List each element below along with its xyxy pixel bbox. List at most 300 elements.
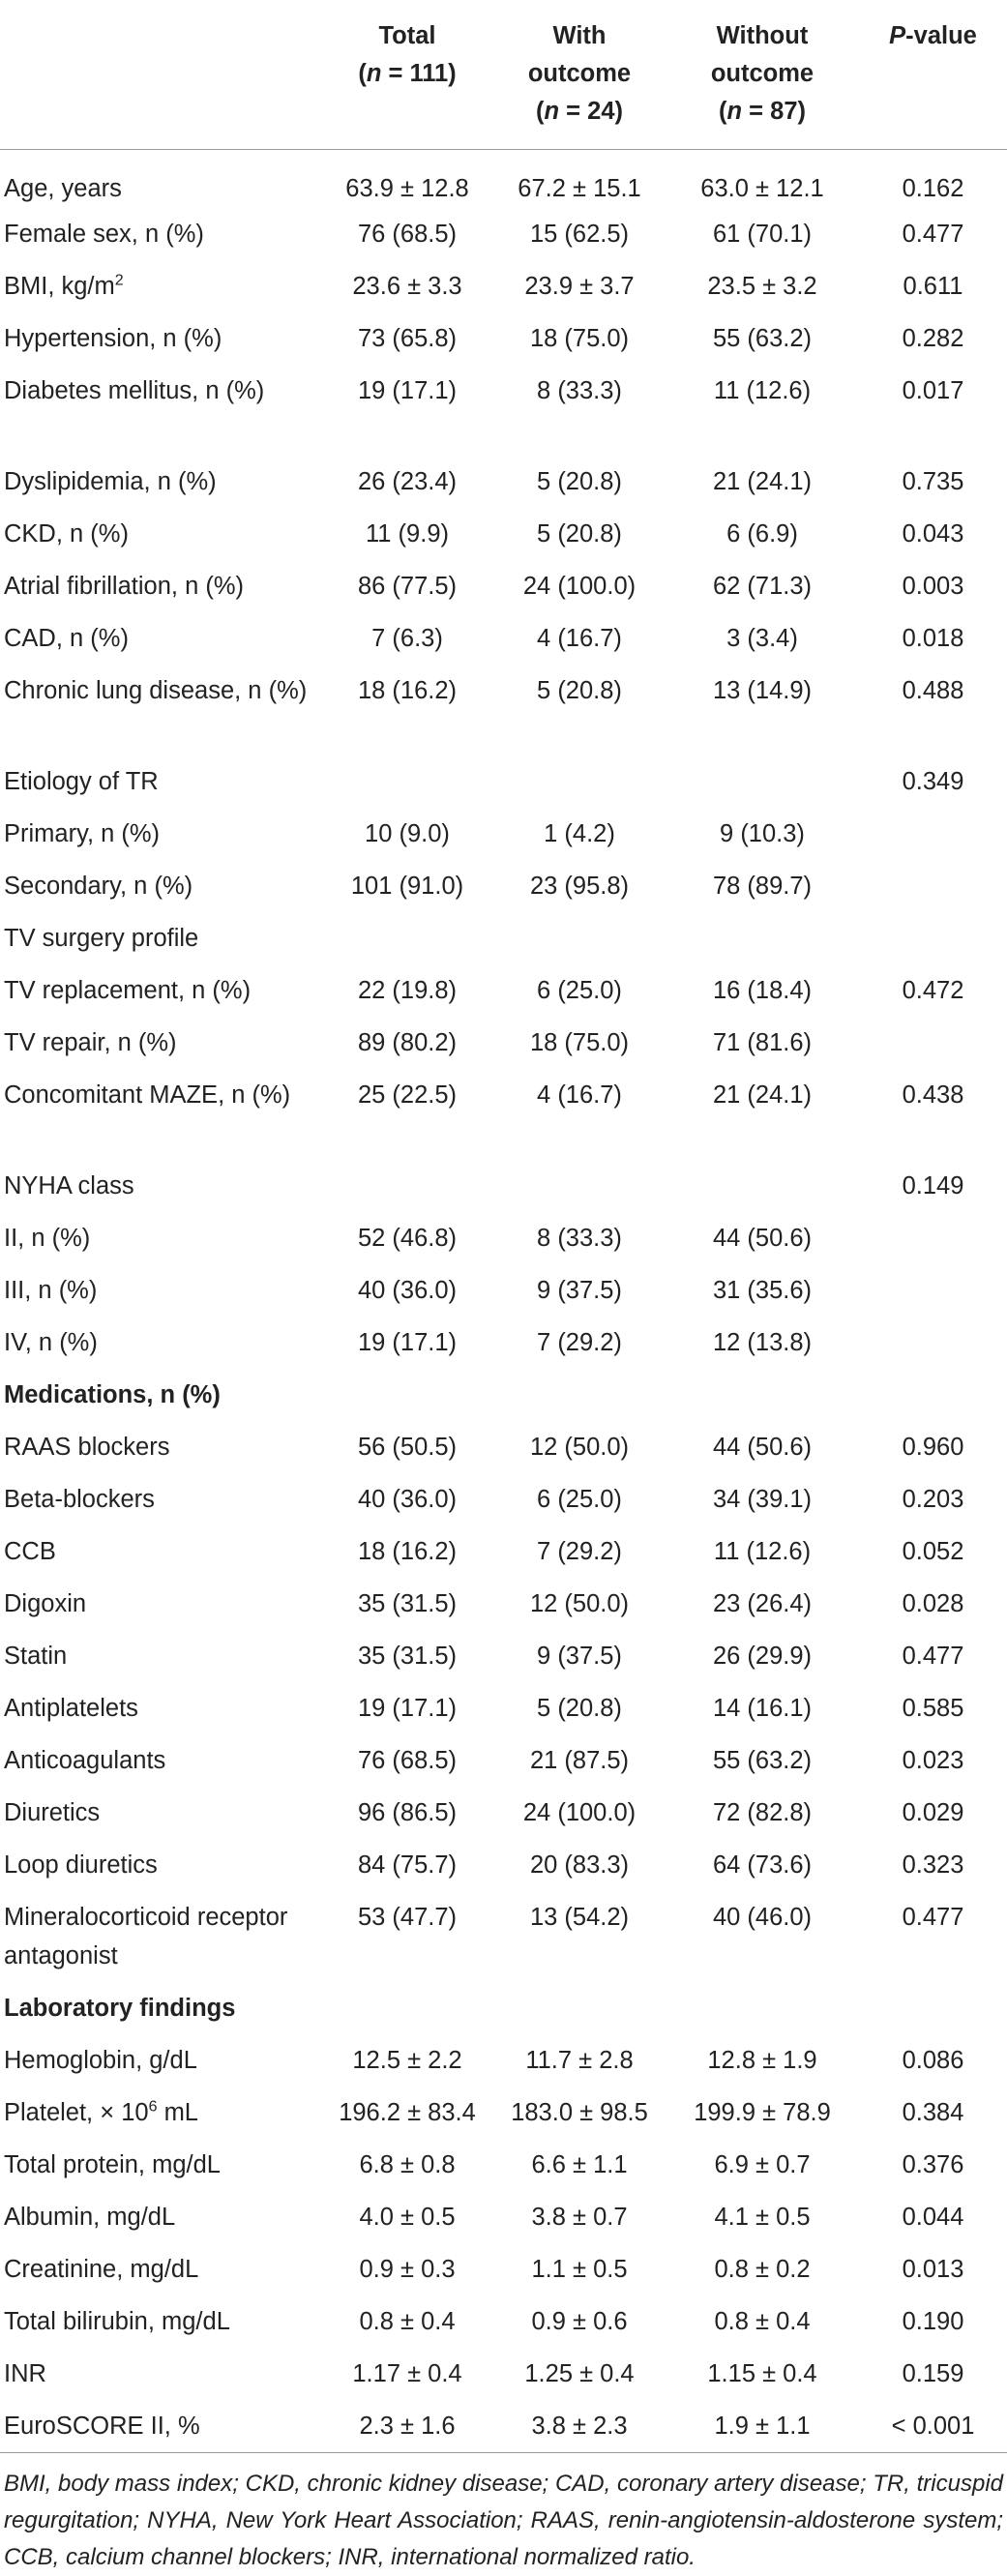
cell-total: 35 (31.5) — [357, 1642, 458, 1670]
cell-pvalue: 0.023 — [902, 1746, 964, 1774]
row-label-text: Platelet, × 10 — [4, 2098, 149, 2126]
cell-with-outcome: 4 (16.7) — [537, 1081, 622, 1109]
row-label-text: Concomitant MAZE, n (%) — [4, 1081, 291, 1109]
cell-with-outcome: 1 (4.2) — [544, 819, 615, 847]
cell-total: 86 (77.5) — [357, 572, 458, 600]
table-row — [0, 1017, 1007, 1069]
table-row — [0, 1578, 1007, 1630]
row-label — [0, 2295, 321, 2348]
cell-total: 19 (17.1) — [357, 1328, 458, 1356]
cell-total: 0.9 ± 0.3 — [359, 2255, 456, 2283]
cell-with-outcome: 5 (20.8) — [537, 1694, 622, 1722]
cell-pvalue: 0.028 — [902, 1589, 964, 1617]
cell-without-outcome: 61 (70.1) — [712, 220, 813, 248]
row-label — [0, 860, 321, 912]
row-label-text: III, n (%) — [4, 1276, 98, 1304]
table-row — [0, 1982, 1007, 2034]
row-label-text: Hemoglobin, g/dL — [4, 2046, 197, 2074]
cell-pvalue: 0.376 — [902, 2150, 964, 2178]
row-label-text: Chronic lung disease, n (%) — [4, 676, 308, 704]
table-header — [0, 8, 1007, 150]
row-label — [0, 2139, 321, 2191]
cell-total: 96 (86.5) — [357, 1798, 458, 1826]
cell-with-outcome: 9 (37.5) — [537, 1276, 622, 1304]
table-body — [0, 150, 1007, 2453]
table-row — [0, 1264, 1007, 1317]
row-label — [0, 1578, 321, 1630]
table-row — [0, 260, 1007, 312]
table-row — [0, 312, 1007, 365]
row-label — [0, 1069, 321, 1160]
cell-total: 89 (80.2) — [357, 1028, 458, 1056]
cell-without-outcome: 21 (24.1) — [712, 467, 813, 495]
cell-total: 56 (50.5) — [357, 1433, 458, 1461]
header-without-n-symbol: n — [726, 98, 743, 125]
row-label-text: IV, n (%) — [4, 1328, 98, 1356]
cell-without-outcome — [666, 1160, 859, 1212]
header-pvalue — [859, 8, 1007, 149]
table-row — [0, 665, 1007, 755]
row-label — [0, 2191, 321, 2243]
cell-pvalue: 0.162 — [902, 174, 964, 202]
row-label — [0, 1473, 321, 1525]
cell-pvalue: 0.052 — [902, 1537, 964, 1565]
cell-pvalue: 0.477 — [902, 1642, 964, 1670]
cell-without-outcome: 1.9 ± 1.1 — [714, 2412, 811, 2440]
cell-without-outcome: 26 (29.9) — [712, 1642, 813, 1670]
table-row — [0, 1630, 1007, 1682]
cell-with-outcome: 3.8 ± 0.7 — [531, 2203, 628, 2231]
cell-total — [321, 1160, 493, 1212]
cell-without-outcome: 16 (18.4) — [712, 976, 813, 1004]
cell-pvalue: 0.149 — [902, 1171, 964, 1199]
cell-pvalue: 0.477 — [902, 220, 964, 248]
table-row — [0, 2348, 1007, 2400]
cell-total: 25 (22.5) — [357, 1081, 458, 1109]
row-label — [0, 1160, 321, 1212]
cell-pvalue — [859, 808, 1007, 860]
cell-total: 11 (9.9) — [366, 519, 449, 548]
cell-with-outcome: 4 (16.7) — [537, 624, 622, 652]
cell-without-outcome — [666, 912, 859, 964]
row-label-text: Female sex, n (%) — [4, 220, 204, 248]
cell-without-outcome: 11 (12.6) — [713, 376, 812, 404]
cell-with-outcome: 1.25 ± 0.4 — [524, 2359, 635, 2387]
cell-pvalue — [859, 912, 1007, 964]
cell-total — [321, 1369, 493, 1421]
cell-without-outcome: 23.5 ± 3.2 — [707, 272, 817, 300]
cell-pvalue: 0.017 — [902, 376, 964, 404]
row-label-text: Total bilirubin, mg/dL — [4, 2307, 230, 2335]
cell-without-outcome: 6 (6.9) — [726, 519, 798, 548]
cell-total: 0.8 ± 0.4 — [359, 2307, 456, 2335]
cell-without-outcome: 72 (82.8) — [712, 1798, 813, 1826]
cell-with-outcome: 67.2 ± 15.1 — [518, 174, 641, 202]
row-label — [0, 1630, 321, 1682]
cell-pvalue: 0.086 — [902, 2046, 964, 2074]
cell-without-outcome: 199.9 ± 78.9 — [694, 2098, 831, 2126]
row-label — [0, 1682, 321, 1734]
row-label-text: Loop diuretics — [4, 1851, 158, 1879]
row-label — [0, 508, 321, 560]
cell-with-outcome: 24 (100.0) — [522, 1798, 637, 1826]
row-label — [0, 208, 321, 260]
cell-without-outcome: 1.15 ± 0.4 — [707, 2359, 817, 2387]
cell-total: 40 (36.0) — [357, 1276, 458, 1304]
header-with-n-symbol: n — [544, 98, 560, 125]
cell-with-outcome: 5 (20.8) — [537, 519, 622, 548]
cell-with-outcome: 5 (20.8) — [537, 676, 622, 704]
cell-without-outcome: 21 (24.1) — [712, 1081, 813, 1109]
row-label — [0, 2087, 321, 2139]
cell-without-outcome: 14 (16.1) — [712, 1694, 813, 1722]
cell-with-outcome: 13 (54.2) — [529, 1903, 630, 1931]
cell-pvalue: 0.488 — [902, 676, 964, 704]
row-label-text: Medications, n (%) — [4, 1380, 221, 1408]
cell-with-outcome: 18 (75.0) — [529, 1028, 630, 1056]
row-label-text: Albumin, mg/dL — [4, 2203, 176, 2231]
row-label-text: Diuretics — [4, 1798, 101, 1826]
table-row — [0, 1839, 1007, 1891]
cell-total — [321, 1982, 493, 2034]
row-label — [0, 2243, 321, 2295]
table-row — [0, 1369, 1007, 1421]
cell-with-outcome — [493, 912, 666, 964]
cell-with-outcome: 9 (37.5) — [537, 1642, 622, 1670]
cell-pvalue — [859, 1369, 1007, 1421]
cell-total: 26 (23.4) — [357, 467, 458, 495]
cell-total: 10 (9.0) — [365, 819, 450, 847]
cell-without-outcome: 63.0 ± 12.1 — [700, 174, 824, 202]
cell-total: 76 (68.5) — [357, 220, 458, 248]
cell-pvalue: 0.438 — [902, 1081, 964, 1109]
table-row — [0, 912, 1007, 964]
row-label-text: Hypertension, n (%) — [4, 324, 222, 352]
row-label-text: Laboratory findings — [4, 1994, 236, 2022]
cell-total: 6.8 ± 0.8 — [359, 2150, 456, 2178]
cell-without-outcome: 6.9 ± 0.7 — [714, 2150, 811, 2178]
row-label — [0, 1421, 321, 1473]
cell-pvalue: 0.477 — [902, 1903, 964, 1931]
cell-pvalue — [859, 1317, 1007, 1369]
row-label-text: BMI, kg/m — [4, 272, 115, 300]
cell-without-outcome: 23 (26.4) — [712, 1589, 813, 1617]
row-label — [0, 2400, 321, 2453]
row-label-text: CCB — [4, 1537, 56, 1565]
header-with-line2: outcome — [527, 60, 632, 87]
table-row — [0, 860, 1007, 912]
cell-without-outcome: 44 (50.6) — [712, 1433, 813, 1461]
row-label — [0, 2348, 321, 2400]
row-label — [0, 1317, 321, 1369]
row-label — [0, 1734, 321, 1787]
cell-with-outcome: 23 (95.8) — [529, 872, 630, 900]
cell-pvalue — [859, 1017, 1007, 1069]
cell-without-outcome — [666, 1982, 859, 2034]
cell-total — [321, 912, 493, 964]
cell-with-outcome: 21 (87.5) — [529, 1746, 630, 1774]
cell-total: 52 (46.8) — [357, 1224, 458, 1252]
cell-pvalue: 0.013 — [902, 2255, 964, 2283]
row-label — [0, 912, 321, 964]
cell-pvalue: 0.611 — [903, 272, 963, 300]
header-with-n-value: = 24) — [559, 98, 623, 125]
cell-with-outcome: 7 (29.2) — [537, 1537, 622, 1565]
cell-with-outcome: 6 (25.0) — [537, 976, 622, 1004]
header-total-line1: Total — [378, 22, 436, 49]
table-row — [0, 964, 1007, 1017]
cell-total: 35 (31.5) — [357, 1589, 458, 1617]
cell-with-outcome: 23.9 ± 3.7 — [524, 272, 635, 300]
cell-pvalue: 0.018 — [902, 624, 964, 652]
cell-pvalue: 0.735 — [902, 467, 964, 495]
table-row — [0, 508, 1007, 560]
row-label — [0, 2034, 321, 2087]
row-label — [0, 260, 321, 312]
row-label-text: Anticoagulants — [4, 1746, 166, 1774]
table-row — [0, 2295, 1007, 2348]
row-label — [0, 1982, 321, 2034]
cell-pvalue: 0.349 — [902, 767, 964, 795]
row-label-text: Secondary, n (%) — [4, 872, 193, 900]
cell-with-outcome: 1.1 ± 0.5 — [531, 2255, 628, 2283]
table-row — [0, 1160, 1007, 1212]
row-label-text: EuroSCORE II, % — [4, 2412, 200, 2440]
row-label — [0, 312, 321, 365]
header-total-n-symbol: n — [366, 60, 382, 87]
cell-without-outcome: 62 (71.3) — [712, 572, 813, 600]
table-row — [0, 2243, 1007, 2295]
cell-total: 4.0 ± 0.5 — [359, 2203, 456, 2231]
table-row — [0, 1421, 1007, 1473]
table-row — [0, 1734, 1007, 1787]
cell-pvalue: 0.003 — [902, 572, 964, 600]
cell-with-outcome: 12 (50.0) — [529, 1589, 630, 1617]
cell-total: 23.6 ± 3.3 — [352, 272, 462, 300]
cell-total: 12.5 ± 2.2 — [352, 2046, 462, 2074]
row-label-text: Age, years — [4, 174, 122, 202]
cell-with-outcome: 18 (75.0) — [529, 324, 630, 352]
row-label — [0, 560, 321, 612]
cell-total: 76 (68.5) — [357, 1746, 458, 1774]
cell-with-outcome: 0.9 ± 0.6 — [531, 2307, 628, 2335]
row-label-text: NYHA class — [4, 1171, 134, 1199]
cell-with-outcome: 6.6 ± 1.1 — [531, 2150, 628, 2178]
header-total: Total (n = 111) — [358, 22, 457, 87]
cell-without-outcome: 31 (35.6) — [712, 1276, 813, 1304]
row-label-superscript: 2 — [114, 272, 124, 288]
table-row — [0, 2034, 1007, 2087]
table-row — [0, 150, 1007, 208]
header-label-column — [0, 8, 321, 149]
cell-pvalue: 0.282 — [902, 324, 964, 352]
row-label-text: II, n (%) — [4, 1224, 91, 1252]
cell-total: 18 (16.2) — [357, 1537, 458, 1565]
cell-without-outcome: 13 (14.9) — [712, 676, 813, 704]
cell-without-outcome: 4.1 ± 0.5 — [714, 2203, 811, 2231]
table-row — [0, 755, 1007, 808]
cell-pvalue: 0.203 — [902, 1485, 964, 1513]
header-without-outcome: Without outcome (n = 87) — [710, 22, 814, 125]
cell-total: 73 (65.8) — [357, 324, 458, 352]
baseline-characteristics-table — [0, 8, 1007, 2453]
row-label — [0, 1787, 321, 1839]
row-label — [0, 665, 321, 755]
table-row — [0, 1787, 1007, 1839]
cell-without-outcome: 12.8 ± 1.9 — [707, 2046, 817, 2074]
row-label-superscript: 6 — [148, 2098, 158, 2115]
cell-pvalue: 0.960 — [902, 1433, 964, 1461]
row-label — [0, 1212, 321, 1264]
cell-with-outcome: 8 (33.3) — [537, 376, 622, 404]
row-label — [0, 1264, 321, 1317]
row-label — [0, 964, 321, 1017]
header-without-line1: Without — [716, 22, 809, 49]
table-row — [0, 560, 1007, 612]
cell-pvalue: 0.323 — [902, 1851, 964, 1879]
cell-without-outcome: 9 (10.3) — [720, 819, 805, 847]
header-pvalue-p: P — [889, 22, 906, 49]
table-row — [0, 1525, 1007, 1578]
cell-with-outcome: 3.8 ± 2.3 — [531, 2412, 628, 2440]
row-label — [0, 755, 321, 808]
cell-without-outcome: 34 (39.1) — [712, 1485, 813, 1513]
cell-without-outcome: 44 (50.6) — [712, 1224, 813, 1252]
cell-without-outcome — [666, 755, 859, 808]
cell-total: 53 (47.7) — [357, 1903, 458, 1931]
row-label-text: Total protein, mg/dL — [4, 2150, 221, 2178]
table-row — [0, 2139, 1007, 2191]
cell-total: 22 (19.8) — [357, 976, 458, 1004]
cell-pvalue: 0.159 — [902, 2359, 964, 2387]
row-label-text: Creatinine, mg/dL — [4, 2255, 199, 2283]
cell-with-outcome: 183.0 ± 98.5 — [511, 2098, 648, 2126]
cell-without-outcome: 12 (13.8) — [712, 1328, 813, 1356]
cell-without-outcome: 55 (63.2) — [712, 324, 813, 352]
table-row — [0, 612, 1007, 665]
row-label-text: Atrial fibrillation, n (%) — [4, 572, 244, 600]
row-label-text: TV replacement, n (%) — [4, 976, 252, 1004]
cell-total: 19 (17.1) — [357, 1694, 458, 1722]
row-label — [0, 365, 321, 456]
cell-total: 1.17 ± 0.4 — [352, 2359, 462, 2387]
cell-pvalue: < 0.001 — [891, 2412, 975, 2440]
cell-pvalue: 0.384 — [902, 2098, 964, 2126]
table-row — [0, 365, 1007, 456]
table-row — [0, 1682, 1007, 1734]
cell-pvalue: 0.585 — [902, 1694, 964, 1722]
row-label-text: Mineralocorticoid receptor antagonist — [4, 1903, 288, 1969]
cell-with-outcome: 7 (29.2) — [537, 1328, 622, 1356]
cell-without-outcome: 71 (81.6) — [712, 1028, 813, 1056]
cell-with-outcome: 15 (62.5) — [529, 220, 630, 248]
row-label — [0, 1369, 321, 1421]
cell-without-outcome: 0.8 ± 0.2 — [714, 2255, 811, 2283]
cell-pvalue: 0.029 — [902, 1798, 964, 1826]
cell-pvalue — [859, 1982, 1007, 2034]
cell-with-outcome: 11.7 ± 2.8 — [525, 2046, 634, 2074]
cell-total: 101 (91.0) — [350, 872, 464, 900]
cell-total: 84 (75.7) — [357, 1851, 458, 1879]
cell-without-outcome: 11 (12.6) — [713, 1537, 812, 1565]
cell-without-outcome: 64 (73.6) — [712, 1851, 813, 1879]
row-label-text: Digoxin — [4, 1589, 87, 1617]
row-label-text: Primary, n (%) — [4, 819, 161, 847]
table-row — [0, 808, 1007, 860]
cell-total: 7 (6.3) — [371, 624, 443, 652]
row-label-text: Diabetes mellitus, n (%) — [4, 376, 265, 404]
table-footnote: BMI, body mass index; CKD, chronic kidney disease; CAD, coronary artery disease; TR, tricuspid regurgitation; NYHA, New York Heart Association; RAAS, renin-angiotensin-aldosterone system; CCB, calcium channel blockers; INR, international normalized ratio. — [4, 2470, 1003, 2570]
cell-pvalue: 0.472 — [902, 976, 964, 1004]
cell-without-outcome: 3 (3.4) — [726, 624, 798, 652]
cell-total: 40 (36.0) — [357, 1485, 458, 1513]
table-row — [0, 1212, 1007, 1264]
table-row — [0, 1317, 1007, 1369]
table-row — [0, 456, 1007, 508]
cell-with-outcome — [493, 1369, 666, 1421]
row-label — [0, 456, 321, 508]
row-label-text: TV repair, n (%) — [4, 1028, 177, 1056]
cell-total: 196.2 ± 83.4 — [339, 2098, 476, 2126]
cell-with-outcome: 8 (33.3) — [537, 1224, 622, 1252]
row-label — [0, 1017, 321, 1069]
row-label — [0, 150, 321, 208]
row-label-text: Dyslipidemia, n (%) — [4, 467, 217, 495]
cell-pvalue — [859, 860, 1007, 912]
row-label-text: Beta-blockers — [4, 1485, 155, 1513]
table-row — [0, 2191, 1007, 2243]
row-label-text: RAAS blockers — [4, 1433, 170, 1461]
row-label — [0, 808, 321, 860]
cell-pvalue: 0.044 — [902, 2203, 964, 2231]
header-without-n-value: = 87) — [742, 98, 806, 125]
row-label-text: TV surgery profile — [4, 924, 199, 952]
row-label-text: Antiplatelets — [4, 1694, 138, 1722]
cell-total: 63.9 ± 12.8 — [345, 174, 469, 202]
row-label-text: INR — [4, 2359, 46, 2387]
cell-pvalue: 0.043 — [902, 519, 964, 548]
row-label-text: Statin — [4, 1642, 68, 1670]
row-label — [0, 1891, 321, 1982]
row-label — [0, 1525, 321, 1578]
cell-total — [321, 755, 493, 808]
cell-total: 19 (17.1) — [357, 376, 458, 404]
cell-without-outcome — [666, 1369, 859, 1421]
header-without-line2: outcome — [710, 60, 814, 87]
table-row — [0, 1069, 1007, 1160]
header-with-line1: With — [552, 22, 607, 49]
table-row — [0, 2400, 1007, 2453]
cell-without-outcome: 78 (89.7) — [712, 872, 813, 900]
cell-pvalue: 0.190 — [902, 2307, 964, 2335]
cell-with-outcome — [493, 1160, 666, 1212]
cell-without-outcome: 55 (63.2) — [712, 1746, 813, 1774]
cell-total: 2.3 ± 1.6 — [359, 2412, 456, 2440]
row-label-text: CAD, n (%) — [4, 624, 129, 652]
cell-without-outcome: 40 (46.0) — [712, 1903, 813, 1931]
row-label-text: Etiology of TR — [4, 767, 159, 795]
header-with-outcome: With outcome (n = 24) — [527, 22, 632, 125]
table-row — [0, 1891, 1007, 1982]
cell-with-outcome: 5 (20.8) — [537, 467, 622, 495]
cell-with-outcome — [493, 1982, 666, 2034]
row-label-suffix: mL — [157, 2098, 198, 2126]
header-pvalue-rest: -value — [905, 22, 977, 49]
row-label-text: CKD, n (%) — [4, 519, 129, 548]
table-row — [0, 1473, 1007, 1525]
cell-with-outcome: 20 (83.3) — [529, 1851, 630, 1879]
header-total-n-value: = 111) — [381, 60, 457, 87]
